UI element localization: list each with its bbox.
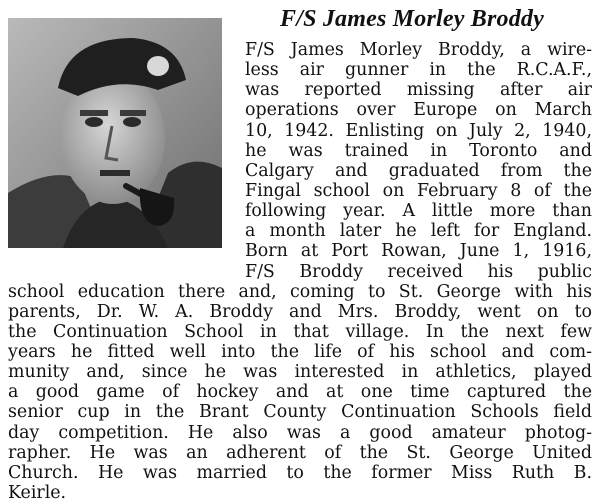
article-line: Fingal school on February 8 of the [245, 180, 592, 201]
article-line: school education there and, coming to St. George with his [8, 281, 592, 302]
article-line: Church. He was married to the former Miss Ruth B. [8, 462, 592, 483]
article-line: senior cup in the Brant County Continuation Schools field [8, 402, 592, 423]
article-line: less air gunner in the R.C.A.F., [245, 60, 592, 81]
article-line: Calgary and graduated from the [245, 160, 592, 181]
article-line: F/S Broddy received his public [245, 261, 592, 282]
article-line: parents, Dr. W. A. Broddy and Mrs. Broddy, went on to [8, 301, 592, 322]
article-line: he was trained in Toronto and [245, 140, 592, 161]
article-line: 10, 1942. Enlisting on July 2, 1940, [245, 120, 592, 141]
article-line: years he fitted well into the life of his school and com- [8, 342, 592, 363]
portrait-photo [8, 18, 222, 248]
article-line: the Continuation School in that village. In the next few [8, 321, 592, 342]
article-line: day competition. He also was a good amateur photog- [8, 422, 592, 443]
article-line: F/S James Morley Broddy, a wire- [245, 40, 592, 60]
article-line: Keirle. [8, 483, 67, 503]
article-title: F/S James Morley Broddy [280, 6, 544, 32]
article-line: a month later he left for England. [245, 221, 592, 242]
article-line: was reported missing after air [245, 80, 592, 101]
article-line: munity and, since he was interested in athletics, played [8, 362, 592, 383]
article-line: a good game of hockey and at one time captured the [8, 382, 592, 403]
article-line: operations over Europe on March [245, 100, 592, 121]
article-line: rapher. He was an adherent of the St. George United [8, 442, 592, 463]
article-line: Born at Port Rowan, June 1, 1916, [245, 241, 592, 262]
article-line: following year. A little more than [245, 201, 592, 222]
